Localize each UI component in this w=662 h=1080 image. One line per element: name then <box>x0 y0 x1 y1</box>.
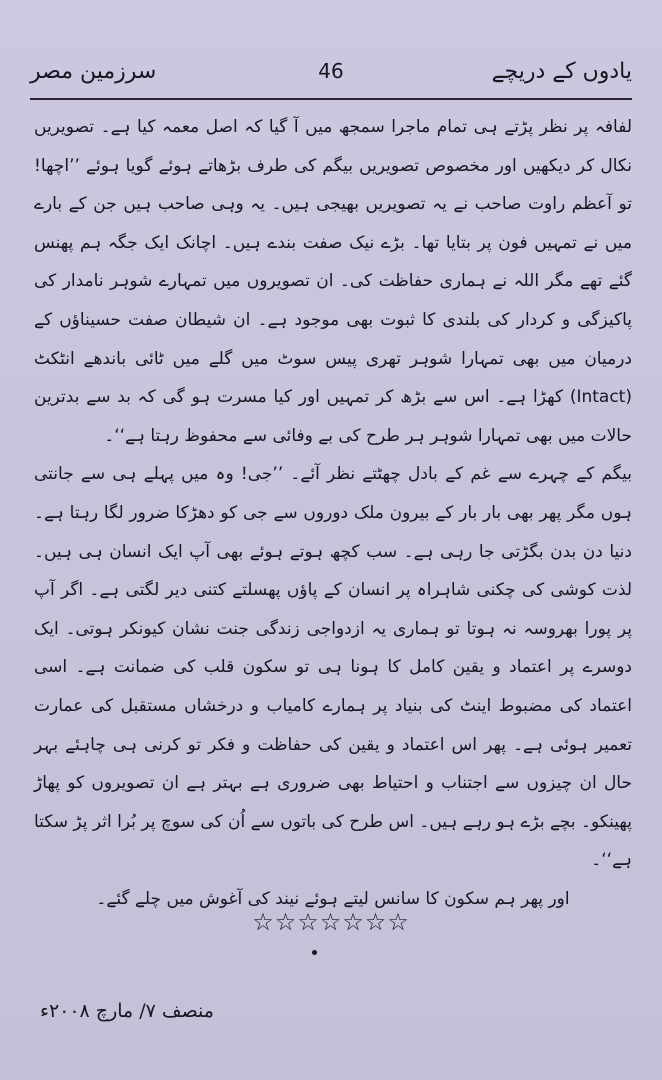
body-text <box>34 108 632 918</box>
publication-date: منصف ۷/ مارچ ۲۰۰۸ء <box>40 1000 214 1022</box>
paragraph-3: اور پھر ہم سکون کا سانس لیتے ہوئے نیند کی آغوش میں چلے گئے۔ <box>96 888 570 909</box>
header-rule <box>30 98 632 100</box>
paragraph-2: بیگم کے چہرے سے غم کے بادل چھٹتے نظر آئے۔ ’’جی! وہ میں پہلے ہی سے جانتی ہوں مگر پھر بھی بار بار کے بیرون ملک دوروں سے جی کو دھڑکا ضرور لگا رہتا ہے۔ دنیا دن بدن بگڑتی جا رہی ہے۔ سب کچھ ہوتے ہوئے بھی آپ ایک انسان ہی ہیں۔ لذت کوشی کی چکنی شاہراہ پر انسان کے پاؤں پھسلتے کتنی دیر لگتی ہے۔ اگر آپ پر پورا بھروسہ نہ ہوتا تو ہماری یہ ازدواجی زندگی جنت نشان کیونکر ہوتی۔ ایک دوسرے پر اعتماد و یقین کامل کا ہونا ہی تو سکون قلب کی ضمانت ہے۔ اسی اعتماد کی مضبوط اینٹ کی بنیاد پر ہمارے کامیاب و درخشاں مستقبل کی عمارت تعمیر ہوئی ہے۔ پھر اس اعتماد و یقین کی حفاظت و فکر تو کرنی ہی چاہئے بہر حال ان چیزوں سے اجتناب و احتیاط بھی ضروری ہے بہتر ہے ان تصویروں کو پھاڑ پھینکو۔ بچے بڑے ہو رہے ہیں۔ اس طرح کی باتوں سے اُن کی سوچ پر بُرا اثر پڑ سکتا ہے‘‘۔ <box>34 464 632 871</box>
page-number: 46 <box>318 59 344 83</box>
separator-dot <box>312 950 317 955</box>
book-title: یادوں کے دریچے <box>491 59 632 84</box>
star-separator: ☆☆☆☆☆☆☆ <box>252 908 410 936</box>
story-title: سرزمین مصر <box>30 59 157 84</box>
running-header <box>30 55 632 95</box>
paragraph-1: لفافہ پر نظر پڑتے ہی تمام ماجرا سمجھ میں آ گیا کہ اصل معمہ کیا ہے۔ تصویریں نکال کر دیکھیں اور مخصوص تصویریں بیگم کی طرف بڑھاتے ہوئے گویا ہوئے ’’اچھا! تو آعظم راوت صاحب نے یہ تصویریں بھیجی ہیں۔ یہ وہی صاحب ہیں جن کے بارے میں نے تمہیں فون پر بتایا تھا۔ بڑے نیک صفت بندے ہیں۔ اچانک ایک جگہ ہم پھنس گئے تھے مگر اللہ نے ہماری حفاظت کی۔ ان تصویروں میں تمہارے شوہر نامدار کی پاکیزگی و کردار کی بلندی کا ثبوت بھی موجود ہے۔ ان شیطان صفت حسیناؤں کے درمیان میں بھی تمہارا شوہر تھری پیس سوٹ میں گلے میں ٹائی باندھے انٹکٹ (Intact) کھڑا ہے۔ اس سے بڑھ کر تمہیں اور کیا مسرت ہو گی کہ بد سے بدترین حالات میں بھی تمہارا شوہر ہر طرح کی بے وفائی سے محفوظ رہتا ہے‘‘۔ <box>34 117 632 446</box>
